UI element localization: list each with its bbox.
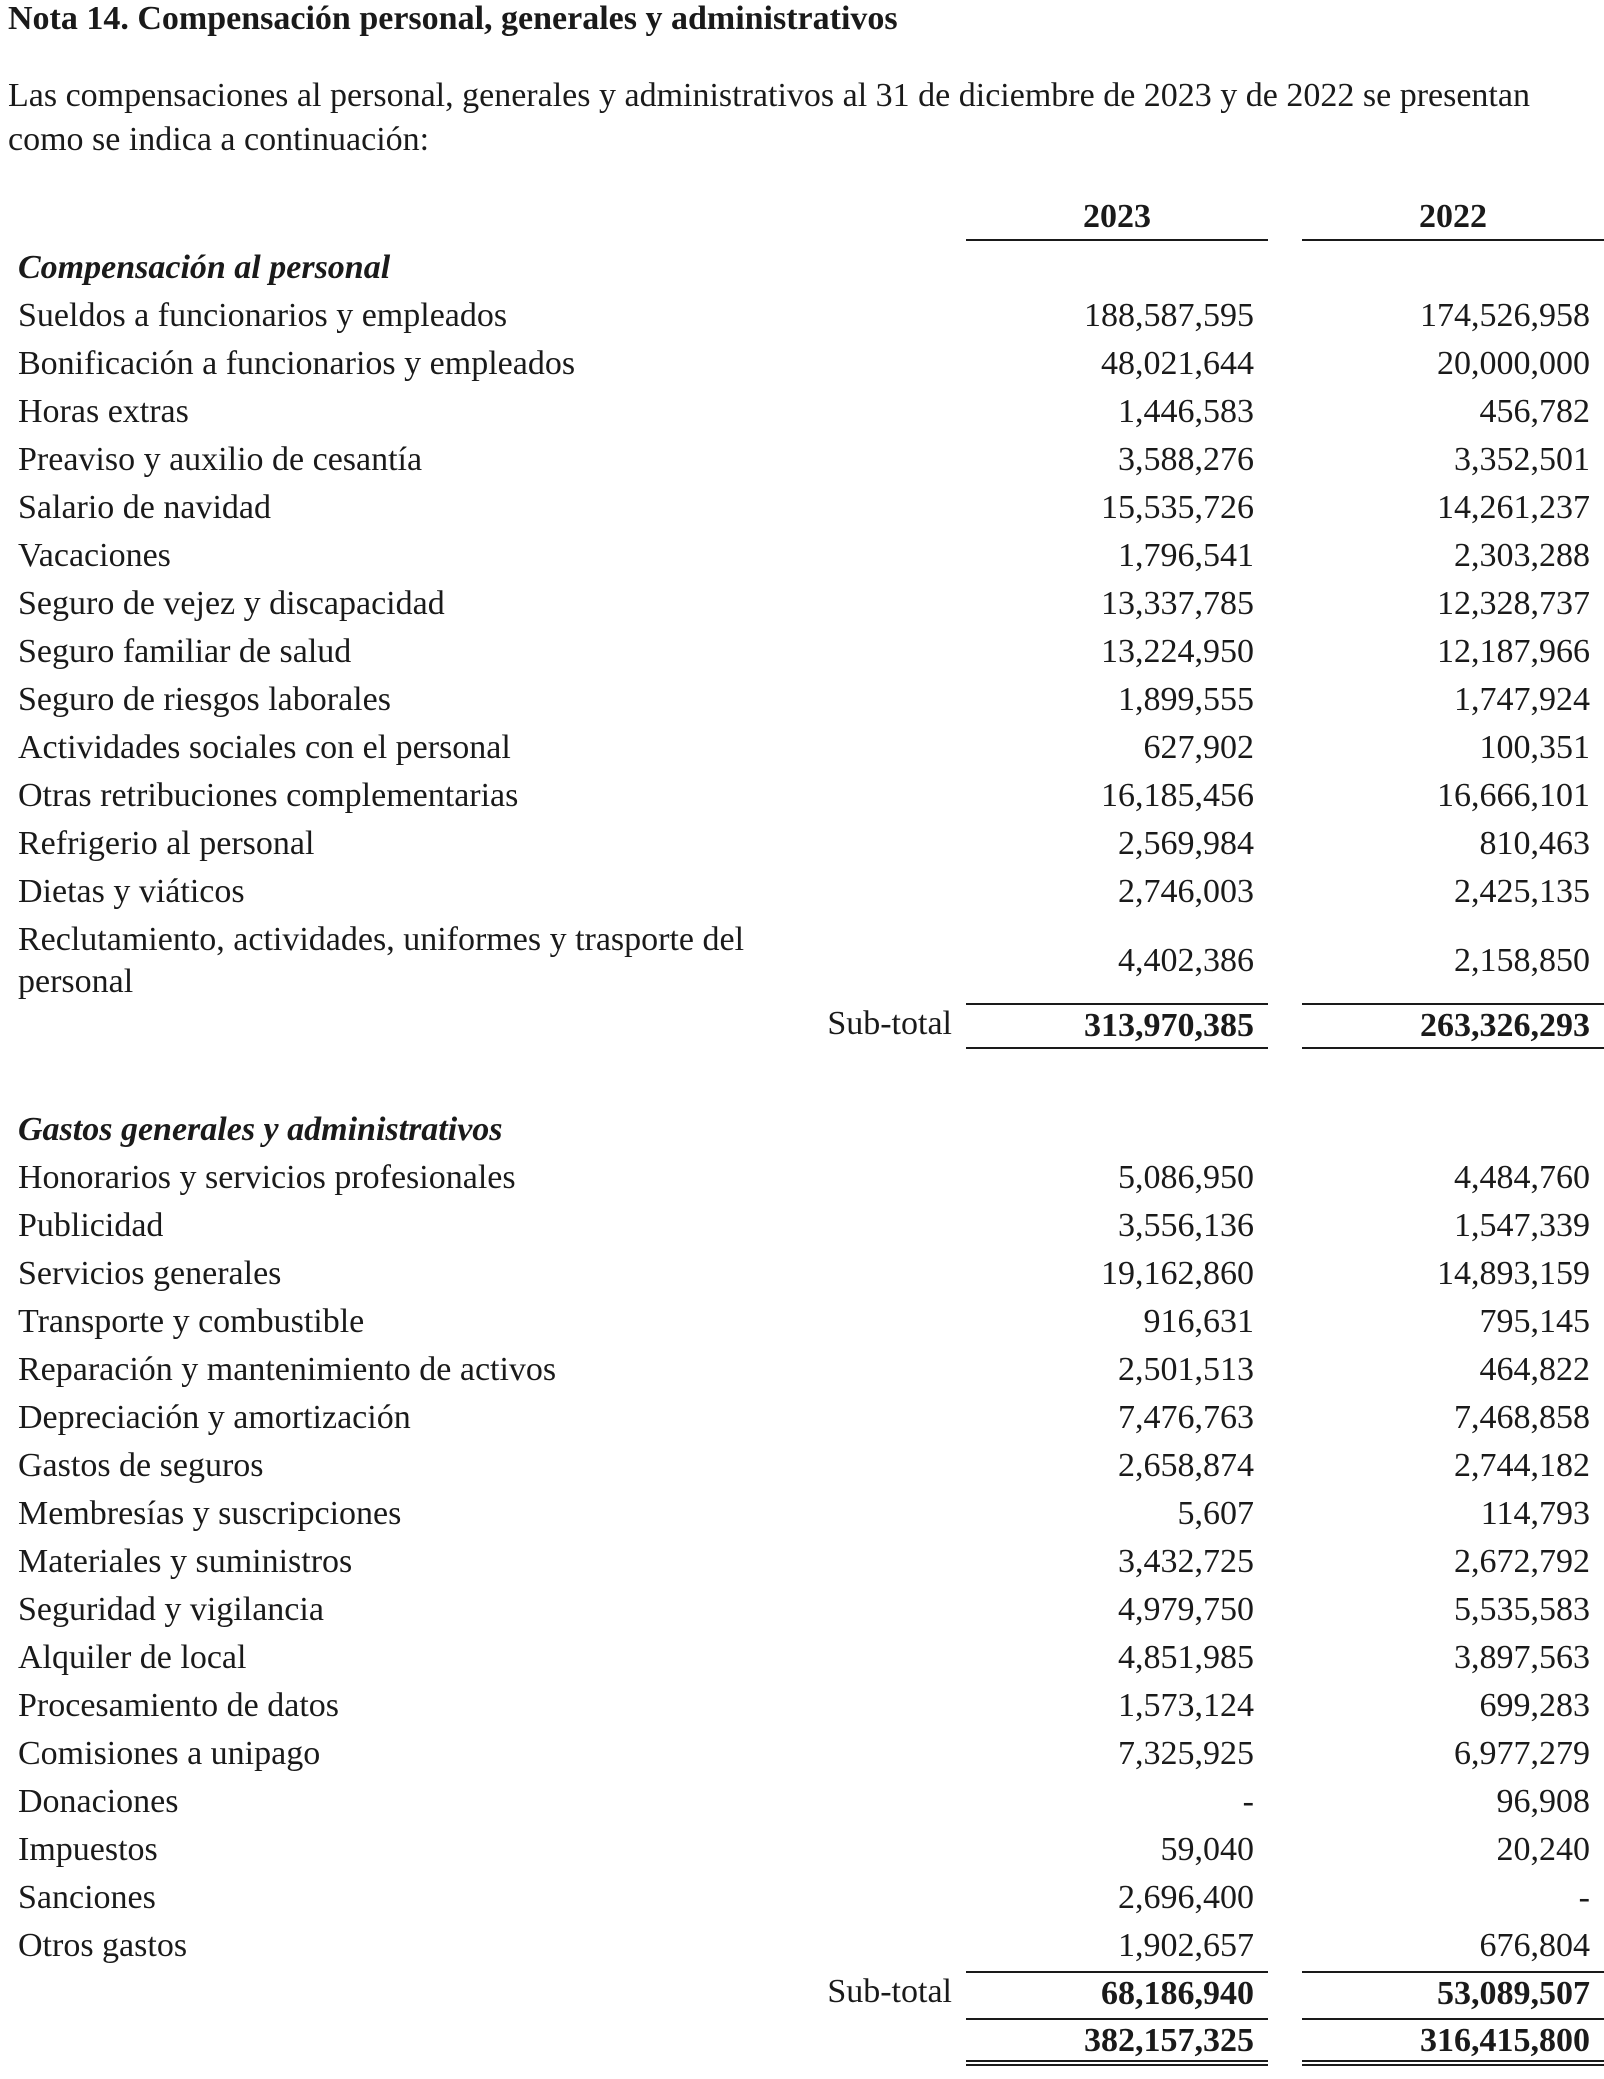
value-2022: 2,425,135: [1454, 873, 1590, 910]
row-label: Vacaciones: [18, 537, 171, 574]
value-2022: 2,672,792: [1454, 1543, 1590, 1580]
value-2023: 2,696,400: [1118, 1879, 1254, 1916]
value-2023: 13,337,785: [1101, 585, 1254, 622]
value-2023: 1,446,583: [1118, 393, 1254, 430]
value-2023: 19,162,860: [1101, 1255, 1254, 1292]
row-label: Seguro de riesgos laborales: [18, 681, 391, 718]
value-2022: 3,897,563: [1454, 1639, 1590, 1676]
row-label: Sanciones: [18, 1879, 156, 1916]
row-label: Honorarios y servicios profesionales: [18, 1159, 516, 1196]
value-2022: 16,666,101: [1437, 777, 1590, 814]
value-2023: 2,501,513: [1118, 1351, 1254, 1388]
row-label: Actividades sociales con el personal: [18, 729, 511, 766]
value-2023: 1,902,657: [1118, 1927, 1254, 1964]
row-label: Seguro de vejez y discapacidad: [18, 585, 445, 622]
subtotal-label: Sub-total: [827, 1973, 952, 2010]
value-2022: -: [1578, 1879, 1590, 1916]
value-2023: 2,658,874: [1118, 1447, 1254, 1484]
value-2022: 676,804: [1479, 1927, 1590, 1964]
value-2022: 2,744,182: [1454, 1447, 1590, 1484]
value-2023: 3,588,276: [1118, 441, 1254, 478]
row-label: Publicidad: [18, 1207, 164, 1244]
value-2023: 5,607: [1177, 1495, 1254, 1532]
value-2022: 1,547,339: [1454, 1207, 1590, 1244]
row-label: Transporte y combustible: [18, 1303, 365, 1340]
note-title: Nota 14. Compensación personal, generales y administrativos: [8, 0, 898, 37]
value-2023: 1,899,555: [1118, 681, 1254, 718]
value-2023: 627,902: [1143, 729, 1254, 766]
value-2022: 100,351: [1479, 729, 1590, 766]
value-2023: 7,325,925: [1118, 1735, 1254, 1772]
value-2022: 174,526,958: [1420, 297, 1590, 334]
row-label: Donaciones: [18, 1783, 179, 1820]
subtotal-2022: 53,089,507: [1302, 1971, 1604, 2015]
value-2023: 2,746,003: [1118, 873, 1254, 910]
value-2022: 12,328,737: [1437, 585, 1590, 622]
value-2022: 456,782: [1479, 393, 1590, 430]
value-2023: 2,569,984: [1118, 825, 1254, 862]
total-2022: 316,415,800: [1302, 2018, 1604, 2066]
value-2023: 3,556,136: [1118, 1207, 1254, 1244]
subtotal-2023: 313,970,385: [966, 1003, 1268, 1049]
value-2022: 4,484,760: [1454, 1159, 1590, 1196]
table-row: [0, 919, 1604, 1003]
value-2022: 20,000,000: [1437, 345, 1590, 382]
row-label: Bonificación a funcionarios y empleados: [18, 345, 576, 382]
value-2022: 1,747,924: [1454, 681, 1590, 718]
value-2023: 1,796,541: [1118, 537, 1254, 574]
value-2022: 14,893,159: [1437, 1255, 1590, 1292]
row-label: Horas extras: [18, 393, 189, 430]
row-label: Comisiones a unipago: [18, 1735, 321, 1772]
row-label: Membresías y suscripciones: [18, 1495, 402, 1532]
value-2022: 810,463: [1479, 825, 1590, 862]
row-label: Procesamiento de datos: [18, 1687, 340, 1724]
row-label: Gastos de seguros: [18, 1447, 264, 1484]
value-2023: 59,040: [1160, 1831, 1254, 1868]
value-2022: 3,352,501: [1454, 441, 1590, 478]
value-2022: 114,793: [1480, 1495, 1590, 1532]
value-2023: 4,979,750: [1118, 1591, 1254, 1628]
subtotal-2022: 263,326,293: [1302, 1003, 1604, 1049]
value-2022: 699,283: [1479, 1687, 1590, 1724]
row-label: Salario de navidad: [18, 489, 272, 526]
value-2022: 14,261,237: [1437, 489, 1590, 526]
value-2023: 15,535,726: [1101, 489, 1254, 526]
value-2023: 3,432,725: [1118, 1543, 1254, 1580]
value-2022: 96,908: [1496, 1783, 1590, 1820]
intro-paragraph: Las compensaciones al personal, generales y administrativos al 31 de diciembre de 2023 y de 2022 se presentan como se indica a continuación:: [8, 77, 1530, 158]
value-2023: 48,021,644: [1101, 345, 1254, 382]
value-2022: 12,187,966: [1437, 633, 1590, 670]
column-header-2023: 2023: [966, 195, 1268, 241]
row-label: Refrigerio al personal: [18, 825, 315, 862]
value-2023: 16,185,456: [1101, 777, 1254, 814]
row-label: Depreciación y amortización: [18, 1399, 411, 1436]
value-2023: 916,631: [1143, 1303, 1254, 1340]
value-2023: 7,476,763: [1118, 1399, 1254, 1436]
row-label: Impuestos: [18, 1831, 158, 1868]
row-label: Dietas y viáticos: [18, 873, 245, 910]
value-2023: 5,086,950: [1118, 1159, 1254, 1196]
value-2023: 1,573,124: [1118, 1687, 1254, 1724]
row-label: Otras retribuciones complementarias: [18, 777, 519, 814]
value-2023: 13,224,950: [1101, 633, 1254, 670]
section-heading-gastos: Gastos generales y administrativos: [18, 1111, 503, 1148]
subtotal-label: Sub-total: [827, 1005, 952, 1042]
row-label: Servicios generales: [18, 1255, 282, 1292]
value-2022: 2,303,288: [1454, 537, 1590, 574]
subtotal-2023: 68,186,940: [966, 1971, 1268, 2015]
total-2023: 382,157,325: [966, 2018, 1268, 2066]
row-label: Preaviso y auxilio de cesantía: [18, 441, 423, 478]
row-label: Sueldos a funcionarios y empleados: [18, 297, 508, 334]
row-label: Reclutamiento, actividades, uniformes y trasporte del personal: [18, 921, 745, 1000]
value-2023: 4,402,386: [1118, 942, 1254, 979]
value-2022: 20,240: [1496, 1831, 1590, 1868]
column-header-2022: 2022: [1302, 195, 1604, 241]
row-label: Otros gastos: [18, 1927, 188, 1964]
row-label: Seguro familiar de salud: [18, 633, 352, 670]
row-label: Alquiler de local: [18, 1639, 247, 1676]
section-heading-compensacion: Compensación al personal: [18, 249, 391, 286]
row-label: Seguridad y vigilancia: [18, 1591, 324, 1628]
value-2022: 7,468,858: [1454, 1399, 1590, 1436]
row-label: Materiales y suministros: [18, 1543, 353, 1580]
value-2022: 5,535,583: [1454, 1591, 1590, 1628]
value-2022: 795,145: [1479, 1303, 1590, 1340]
value-2022: 2,158,850: [1454, 942, 1590, 979]
value-2023: 4,851,985: [1118, 1639, 1254, 1676]
row-label: Reparación y mantenimiento de activos: [18, 1351, 557, 1388]
value-2023: 188,587,595: [1084, 297, 1254, 334]
value-2022: 6,977,279: [1454, 1735, 1590, 1772]
value-2022: 464,822: [1479, 1351, 1590, 1388]
value-2023: -: [1242, 1783, 1254, 1820]
